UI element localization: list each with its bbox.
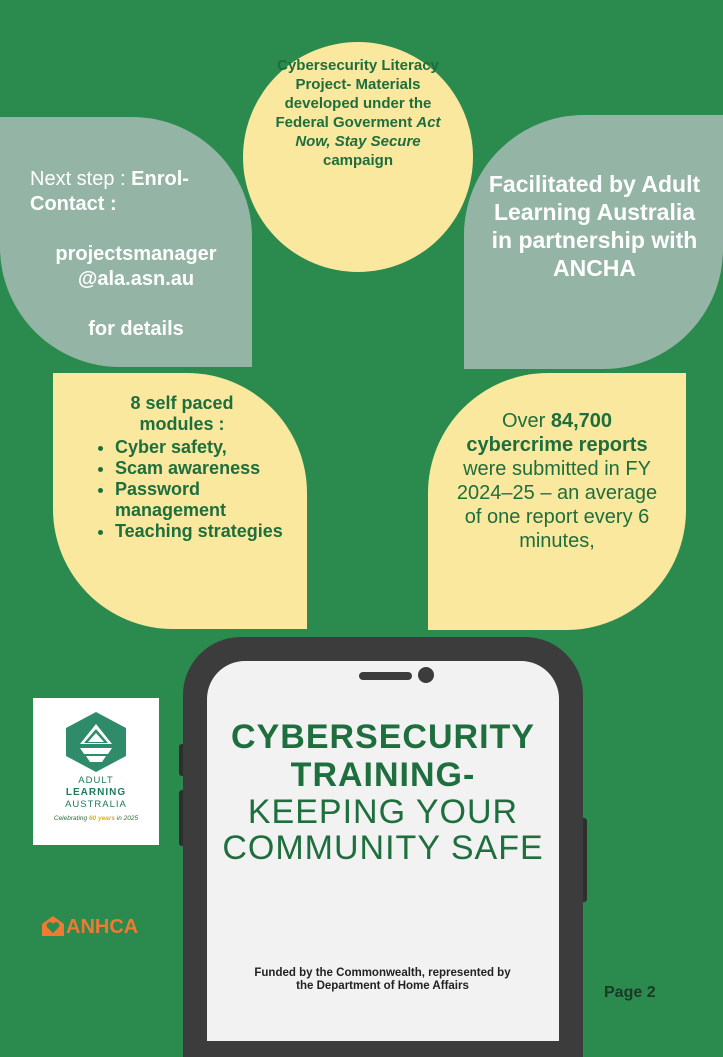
next-step-heading [30,167,242,217]
facilitated-leaf [464,115,723,369]
main-subtitle: KEEPING YOUR COMMUNITY SAFE [222,793,544,867]
ala-emblem-icon [64,712,128,772]
campaign-text: Cybersecurity Literacy Project- Materials developed under the Federal Goverment [275,57,439,131]
anhca-logo [42,916,138,939]
stat-suffix: were submitted in FY 2024–25 – an average of one report every 6 minutes, [456,458,658,552]
funding-note: Funded by the Commonwealth, represented by the Department of Home Affairs [254,967,511,992]
phone-camera [418,667,434,683]
module-item: • Scam awareness [115,458,287,479]
stat-prefix: Over [501,410,551,432]
stat-leaf [428,373,686,630]
page-number: Page 2 [604,984,656,1001]
modules-list [97,437,287,542]
next-step-leaf [0,117,252,367]
module-item: • Cyber safety, [115,437,287,458]
contact-email[interactable]: projectsmanager @ala.asn.au [55,243,217,290]
ala-word-1: ADULT [78,775,114,786]
modules-leaf [53,373,307,629]
ala-word-3: AUSTRALIA [65,799,127,810]
ala-tagline: Celebrating 60 years in 2025 [53,815,139,822]
next-step-bold: Enrol- Contact : [30,168,189,215]
ala-word-2: LEARNING [65,787,127,798]
module-item: • Teaching strategies [115,521,287,542]
modules-heading: 8 self paced modules : [130,393,234,434]
ala-logo [33,698,159,845]
phone-speaker [359,672,412,680]
campaign-circle [243,42,473,272]
next-step-prefix: Next step : [30,168,132,190]
anhca-text: ANHCA [66,916,139,938]
house-heart-icon [42,916,64,936]
campaign-suffix: campaign [322,152,394,169]
module-item: • Password management [115,479,287,521]
campaign-name: Act Now, Stay Secure [295,114,441,150]
stat-bold: 84,700 cybercrime reports [466,410,648,456]
details-text: for details [88,318,184,340]
main-title: CYBERSECURITY TRAINING- [231,718,535,794]
facilitated-text: Facilitated by Adult Learning Australia in partnership with ANCHA [488,171,701,281]
